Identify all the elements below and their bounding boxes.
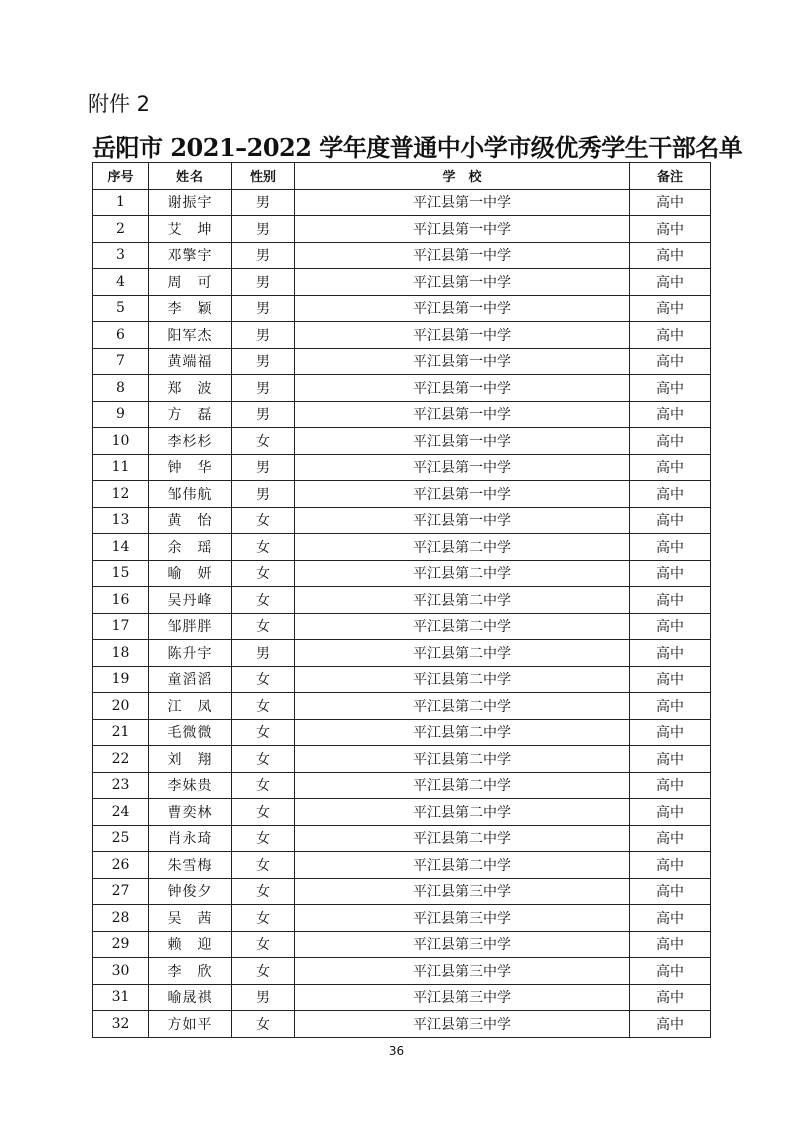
table-row [93,322,711,349]
cell-note: 高中 [630,189,711,216]
cell-gender: 男 [232,401,295,428]
table-row [93,560,711,587]
cell-no: 26 [93,852,149,879]
cell-no: 5 [93,295,149,322]
cell-gender: 男 [232,269,295,296]
cell-gender: 女 [232,507,295,534]
cell-note: 高中 [630,216,711,243]
cell-no: 1 [93,189,149,216]
cell-note: 高中 [630,693,711,720]
cell-no: 8 [93,375,149,402]
cell-no: 16 [93,587,149,614]
table-row [93,1011,711,1038]
cell-note: 高中 [630,507,711,534]
table-row [93,481,711,508]
cell-no: 31 [93,984,149,1011]
cell-no: 27 [93,878,149,905]
cell-school: 平江县第三中学 [295,905,630,932]
cell-no: 19 [93,666,149,693]
cell-gender: 女 [232,905,295,932]
cell-gender: 女 [232,931,295,958]
cell-gender: 男 [232,640,295,667]
cell-gender: 男 [232,348,295,375]
cell-name: 朱雪梅 [149,852,232,879]
cell-school: 平江县第一中学 [295,295,630,322]
cell-school: 平江县第二中学 [295,640,630,667]
cell-gender: 女 [232,666,295,693]
cell-no: 24 [93,799,149,826]
cell-note: 高中 [630,428,711,455]
cell-no: 18 [93,640,149,667]
cell-school: 平江县第二中学 [295,560,630,587]
attachment-label: 附件 2 [88,92,151,116]
cell-no: 11 [93,454,149,481]
document-title: 岳阳市 2021–2022 学年度普通中小学市级优秀学生干部名单 [92,133,743,162]
cell-note: 高中 [630,825,711,852]
cell-name: 邓擎宇 [149,242,232,269]
cell-gender: 女 [232,560,295,587]
table-row [93,189,711,216]
cell-no: 17 [93,613,149,640]
cell-name: 喻晟祺 [149,984,232,1011]
header-name: 姓名 [149,163,232,190]
cell-note: 高中 [630,375,711,402]
cell-school: 平江县第二中学 [295,534,630,561]
cell-name: 喻 妍 [149,560,232,587]
cell-name: 李妹贵 [149,772,232,799]
cell-gender: 男 [232,322,295,349]
cell-school: 平江县第二中学 [295,587,630,614]
cell-note: 高中 [630,719,711,746]
cell-name: 李 颖 [149,295,232,322]
table-row [93,799,711,826]
cell-note: 高中 [630,560,711,587]
cell-name: 陈升宇 [149,640,232,667]
cell-school: 平江县第二中学 [295,746,630,773]
cell-gender: 女 [232,852,295,879]
cell-name: 黄 怡 [149,507,232,534]
cell-gender: 女 [232,746,295,773]
cell-name: 李 欣 [149,958,232,985]
table-row [93,295,711,322]
cell-gender: 女 [232,878,295,905]
cell-no: 10 [93,428,149,455]
cell-gender: 男 [232,242,295,269]
cell-school: 平江县第一中学 [295,454,630,481]
cell-gender: 女 [232,693,295,720]
cell-school: 平江县第三中学 [295,958,630,985]
cell-note: 高中 [630,852,711,879]
table-row [93,905,711,932]
table-row [93,348,711,375]
table-row [93,719,711,746]
table-row [93,746,711,773]
cell-no: 6 [93,322,149,349]
cell-no: 20 [93,693,149,720]
cell-name: 肖永琦 [149,825,232,852]
header-gender: 性别 [232,163,295,190]
cell-note: 高中 [630,322,711,349]
cell-no: 13 [93,507,149,534]
cell-note: 高中 [630,269,711,296]
table-row [93,931,711,958]
cell-note: 高中 [630,613,711,640]
cell-name: 李杉杉 [149,428,232,455]
cell-note: 高中 [630,984,711,1011]
cell-name: 钟俊夕 [149,878,232,905]
cell-name: 钟 华 [149,454,232,481]
cell-gender: 女 [232,613,295,640]
cell-gender: 女 [232,958,295,985]
cell-name: 方 磊 [149,401,232,428]
cell-gender: 女 [232,772,295,799]
table-row [93,825,711,852]
cell-gender: 女 [232,825,295,852]
cell-school: 平江县第三中学 [295,931,630,958]
cell-no: 30 [93,958,149,985]
header-school: 学 校 [295,163,630,190]
cell-school: 平江县第一中学 [295,322,630,349]
cell-no: 4 [93,269,149,296]
cell-gender: 女 [232,534,295,561]
student-roster-table [92,162,711,1038]
cell-name: 吴丹峰 [149,587,232,614]
cell-no: 12 [93,481,149,508]
cell-school: 平江县第一中学 [295,348,630,375]
cell-school: 平江县第三中学 [295,1011,630,1038]
cell-note: 高中 [630,587,711,614]
cell-no: 21 [93,719,149,746]
cell-no: 9 [93,401,149,428]
cell-note: 高中 [630,931,711,958]
cell-school: 平江县第二中学 [295,666,630,693]
cell-gender: 女 [232,719,295,746]
table-row [93,587,711,614]
cell-school: 平江县第一中学 [295,428,630,455]
cell-note: 高中 [630,481,711,508]
cell-gender: 男 [232,189,295,216]
cell-name: 谢振宇 [149,189,232,216]
table-row [93,852,711,879]
cell-name: 方如平 [149,1011,232,1038]
cell-gender: 男 [232,375,295,402]
cell-note: 高中 [630,772,711,799]
cell-school: 平江县第一中学 [295,216,630,243]
cell-name: 邹胖胖 [149,613,232,640]
table-body [93,189,711,1037]
cell-no: 2 [93,216,149,243]
cell-note: 高中 [630,878,711,905]
table-row [93,984,711,1011]
cell-school: 平江县第二中学 [295,772,630,799]
cell-gender: 女 [232,428,295,455]
cell-school: 平江县第一中学 [295,481,630,508]
cell-name: 阳军杰 [149,322,232,349]
cell-note: 高中 [630,666,711,693]
cell-name: 郑 波 [149,375,232,402]
cell-no: 3 [93,242,149,269]
cell-name: 毛微微 [149,719,232,746]
cell-note: 高中 [630,640,711,667]
cell-gender: 女 [232,587,295,614]
cell-note: 高中 [630,799,711,826]
table-row [93,242,711,269]
cell-school: 平江县第二中学 [295,613,630,640]
cell-school: 平江县第一中学 [295,242,630,269]
cell-name: 童滔滔 [149,666,232,693]
table-header-row [93,163,711,190]
cell-no: 29 [93,931,149,958]
cell-gender: 男 [232,984,295,1011]
cell-school: 平江县第二中学 [295,719,630,746]
header-note: 备注 [630,163,711,190]
cell-school: 平江县第三中学 [295,984,630,1011]
table-row [93,375,711,402]
cell-no: 15 [93,560,149,587]
table-row [93,534,711,561]
cell-name: 刘 翔 [149,746,232,773]
table-row [93,666,711,693]
cell-note: 高中 [630,1011,711,1038]
table-row [93,958,711,985]
cell-name: 邹伟航 [149,481,232,508]
table-row [93,216,711,243]
cell-no: 28 [93,905,149,932]
cell-note: 高中 [630,905,711,932]
table-row [93,640,711,667]
cell-note: 高中 [630,295,711,322]
cell-gender: 男 [232,481,295,508]
cell-school: 平江县第三中学 [295,878,630,905]
table-row [93,401,711,428]
header-no: 序号 [93,163,149,190]
table-row [93,269,711,296]
cell-note: 高中 [630,958,711,985]
cell-no: 32 [93,1011,149,1038]
cell-name: 江 凤 [149,693,232,720]
page-number: 36 [388,1044,405,1058]
cell-note: 高中 [630,242,711,269]
table-row [93,507,711,534]
table-row [93,428,711,455]
cell-school: 平江县第二中学 [295,852,630,879]
cell-name: 曹奕林 [149,799,232,826]
cell-name: 周 可 [149,269,232,296]
cell-note: 高中 [630,348,711,375]
table-row [93,613,711,640]
cell-school: 平江县第二中学 [295,693,630,720]
cell-school: 平江县第一中学 [295,375,630,402]
cell-note: 高中 [630,746,711,773]
cell-name: 黄端福 [149,348,232,375]
cell-note: 高中 [630,454,711,481]
cell-no: 14 [93,534,149,561]
cell-name: 余 瑶 [149,534,232,561]
cell-gender: 女 [232,799,295,826]
cell-gender: 男 [232,295,295,322]
cell-gender: 女 [232,1011,295,1038]
cell-no: 23 [93,772,149,799]
cell-school: 平江县第一中学 [295,401,630,428]
cell-school: 平江县第一中学 [295,189,630,216]
cell-no: 7 [93,348,149,375]
cell-note: 高中 [630,534,711,561]
cell-no: 22 [93,746,149,773]
cell-name: 艾 坤 [149,216,232,243]
cell-no: 25 [93,825,149,852]
cell-name: 赖 迎 [149,931,232,958]
cell-school: 平江县第一中学 [295,507,630,534]
cell-school: 平江县第一中学 [295,269,630,296]
table-row [93,693,711,720]
cell-school: 平江县第二中学 [295,825,630,852]
cell-note: 高中 [630,401,711,428]
table-row [93,878,711,905]
table-row [93,454,711,481]
cell-name: 吴 茜 [149,905,232,932]
cell-gender: 男 [232,454,295,481]
table-row [93,772,711,799]
cell-school: 平江县第二中学 [295,799,630,826]
cell-gender: 男 [232,216,295,243]
